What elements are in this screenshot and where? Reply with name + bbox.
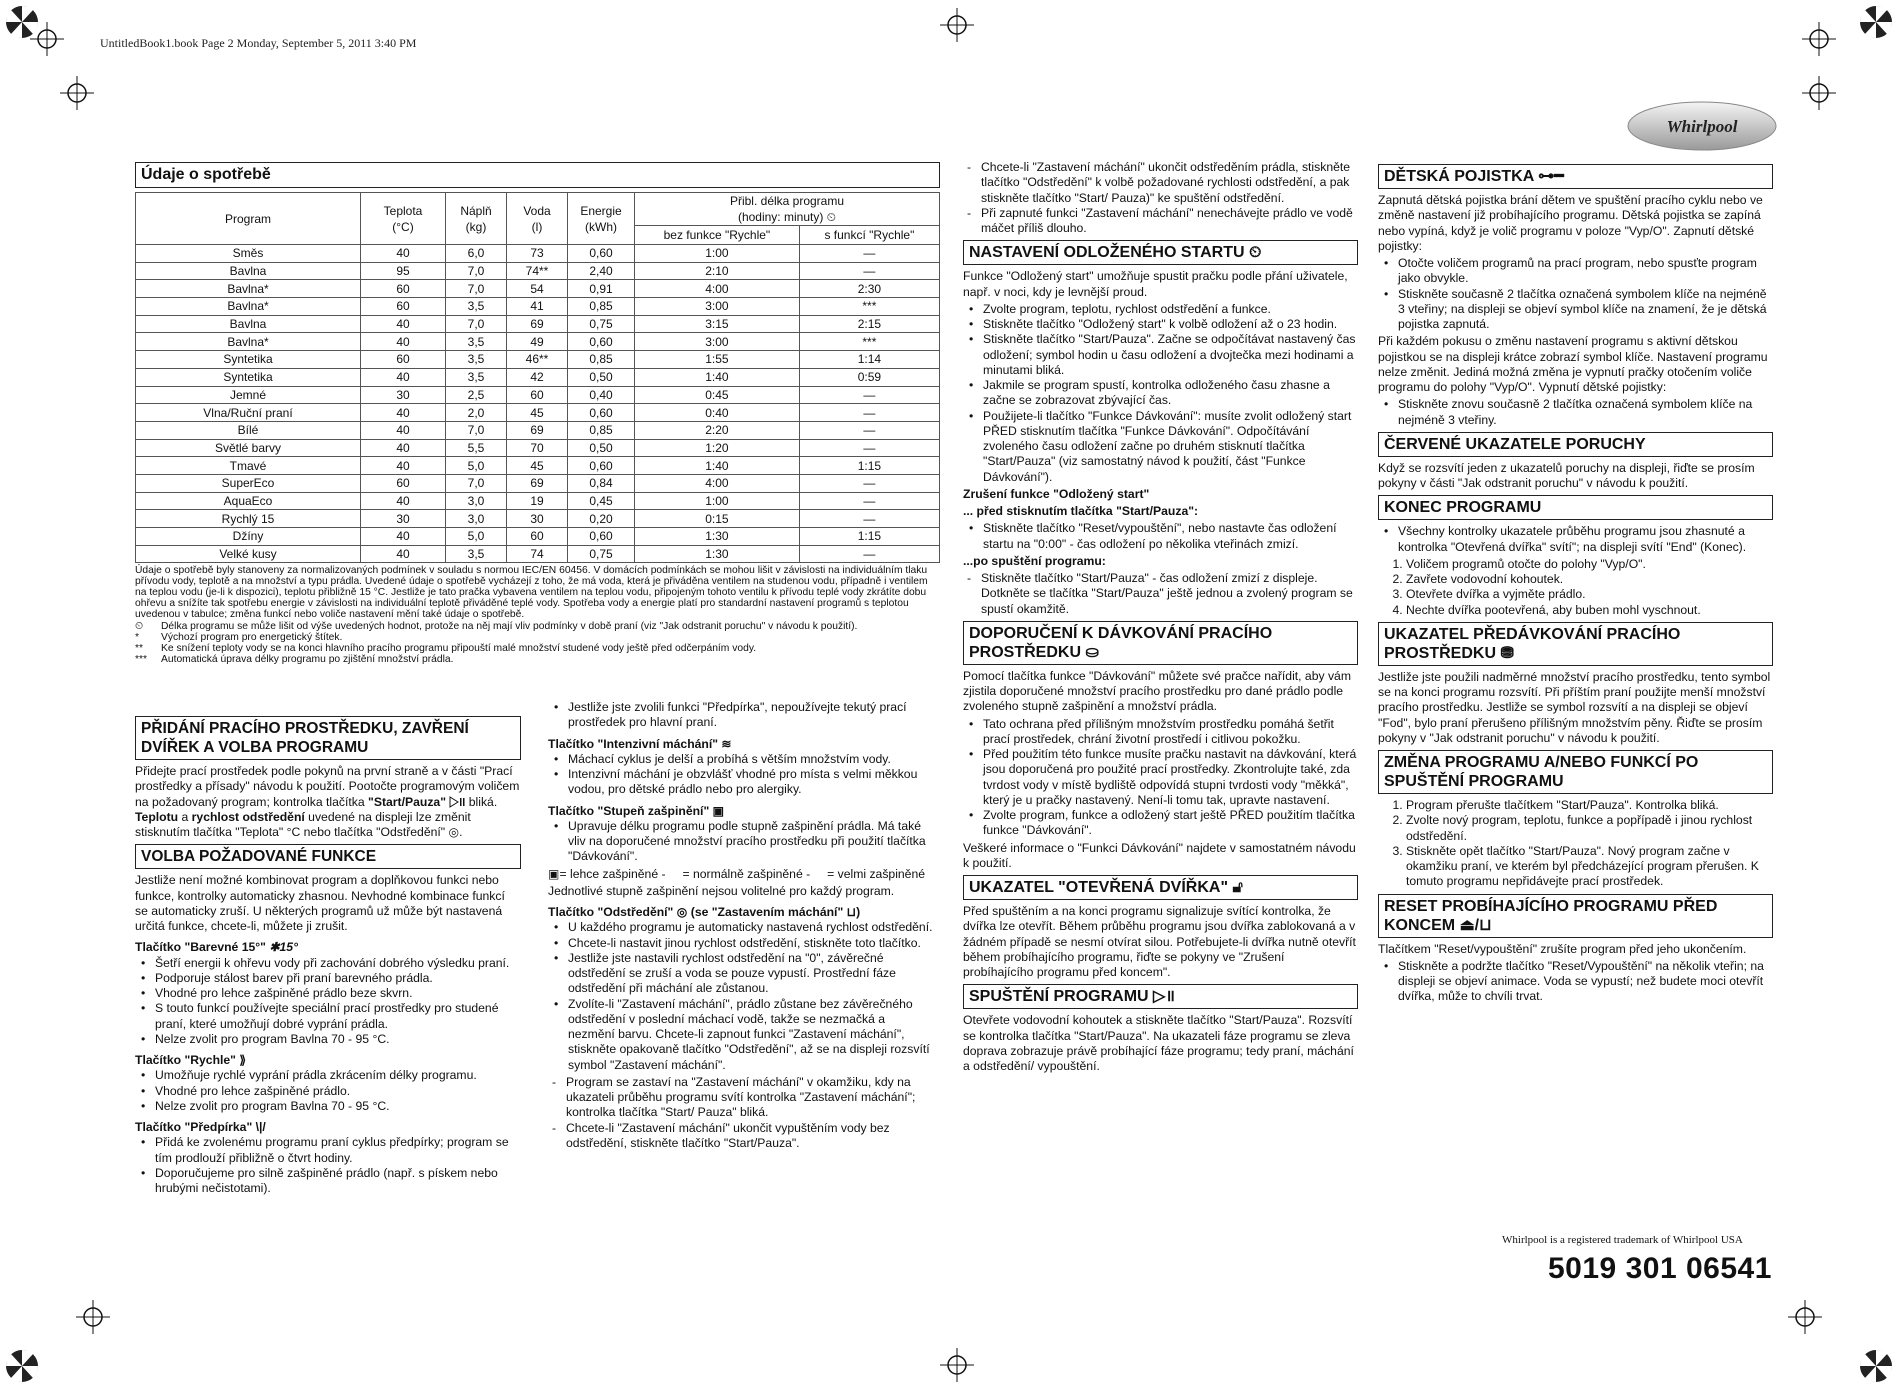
list-item: • Upravuje délku programu podle stupně zašpinění prádla. Má také vliv na doporučené množství pracího prostředku při použití tlačítka "Dávkování". <box>568 819 934 865</box>
table-cell: 4:00 <box>635 280 800 298</box>
list-item: • Vhodné pro lehce zašpiněné prádlo. <box>155 1084 521 1099</box>
table-cell: 3,0 <box>446 492 507 510</box>
table-cell: 0,60 <box>568 333 635 351</box>
list-item: • Otočte voličem programů na prací program, nebo spusťte program jako obvykle. <box>1398 256 1773 287</box>
th-program: Program <box>224 211 271 226</box>
subheading: Zrušení funkce "Odložený start" <box>963 486 1150 501</box>
table-cell: 0,60 <box>568 245 635 263</box>
table-cell: Tmavé <box>136 457 361 475</box>
section-text: Veškeré informace o "Funkci Dávkování" najdete v samostatném návodu k použití. <box>963 840 1356 870</box>
table-row <box>136 474 940 492</box>
list-item: • Použijete-li tlačítko "Funkce Dávkování": musíte zvolit odložený start PŘED stisknutím tlačítka "Funkce Dávkování". Odpočítávání zvoleného času odložení začne po druhém stisknutí tlačítka "Start/Pauza" (viz samostatný návod k použití, část "Funkce Dávkování"). <box>983 409 1358 485</box>
table-cell: 74 <box>507 545 568 563</box>
table-cell: Bavlna* <box>136 333 361 351</box>
section-title-start-program: SPUŠTĚNÍ PROGRAMU ▷॥ <box>963 984 1358 1009</box>
table-cell: 0,50 <box>568 439 635 457</box>
list-item: • Doporučujeme pro silně zašpiněné prádlo (např. s pískem nebo hrubými nečistotami). <box>155 1166 521 1197</box>
section-title-dosage: DOPORUČENÍ K DÁVKOVÁNÍ PRACÍHO PROSTŘEDKU ⛀ <box>963 621 1358 665</box>
list-item: - Chcete-li "Zastavení máchání" ukončit odstředěním prádla, stiskněte tlačítko "Odstředění" k volbě požadované rychlosti odstředění, a pak stiskněte tlačítko "Start/ Pauza)" ke spuštění odstředění. <box>981 160 1358 206</box>
list-item: 1. Program přerušte tlačítkem "Start/Pauza". Kontrolka bliká. <box>1406 798 1773 813</box>
legend-item: *** Automatická úprava délky programu po zjištění množství prádla. <box>135 654 454 666</box>
table-cell: 3:15 <box>635 315 800 333</box>
table-cell: 1:40 <box>635 368 800 386</box>
table-cell: 54 <box>507 280 568 298</box>
th-duration-unit: (hodiny: minuty) <box>737 210 824 224</box>
table-row <box>136 528 940 546</box>
table-cell: 41 <box>507 298 568 316</box>
table-cell: 2:10 <box>635 262 800 280</box>
table-cell: 0,60 <box>568 404 635 422</box>
list-item: • Jestliže jste nastavili rychlost odstředění na "0", závěrečné odstředění se zruší a voda se pouze vypustí. Prostřední fáze odstředění při máchání ale zůstanou. <box>568 951 934 997</box>
table-cell: 40 <box>361 368 446 386</box>
consumption-table-section <box>135 162 940 665</box>
table-cell: 69 <box>507 421 568 439</box>
column-4 <box>963 160 1358 1076</box>
table-cell: 0,75 <box>568 545 635 563</box>
table-row <box>136 333 940 351</box>
table-cell: 1:14 <box>799 351 939 369</box>
section-title-change-program: ZMĚNA PROGRAMU A/NEBO FUNKCÍ PO SPUŠTĚNÍ PROGRAMU <box>1378 750 1773 794</box>
legend-item: ** Ke snížení teploty vody se na konci hlavního pracího programu připouští malé množství studené vody ještě před odčerpáním vody. <box>135 643 757 655</box>
registration-pie-icon <box>4 4 40 40</box>
section-text: Pomocí tlačítka funkce "Dávkování" můžete své pračce nařídit, aby vám zjistila doporučené množství pracího prostředku pro dané prádlo podle zvoleného stupně zašpinění a množství prádla. <box>963 668 1351 714</box>
th-with-quick: s funkcí "Rychle" <box>799 226 939 245</box>
crosshair-icon <box>940 1348 974 1382</box>
table-cell: 2,5 <box>446 386 507 404</box>
button-heading: Tlačítko "Předpírka" \|/ <box>135 1120 266 1134</box>
legend-item: * Výchozí program pro energetický štítek. <box>135 632 343 644</box>
table-cell: 40 <box>361 545 446 563</box>
section-title-delay-start: NASTAVENÍ ODLOŽENÉHO STARTU ⏲ <box>963 240 1358 265</box>
registration-pie-icon <box>1858 4 1894 40</box>
table-cell: 2,40 <box>568 262 635 280</box>
table-cell: 1:15 <box>799 457 939 475</box>
table-cell: 30 <box>507 510 568 528</box>
list-item: • Stiskněte současně 2 tlačítka označená symbolem klíče na nejméně 3 vteřiny; na displeji se objeví symbol klíče na znamení, že je dětská pojistka zapnutá. <box>1398 287 1773 333</box>
table-cell: 69 <box>507 474 568 492</box>
section-text: Otevřete vodovodní kohoutek a stiskněte tlačítko "Start/Pauza". Rozsvítí se kontrolka tlačítka "Start/Pauza". Na ukazateli fáze programu se zleva doprava zobrazuje právě probíhající fáze programu; tedy praní, máchání a odstředění/ vypouštění. <box>963 1013 1354 1073</box>
table-cell: 1:40 <box>635 457 800 475</box>
table-row <box>136 404 940 422</box>
section-title-fault-indicators: ČERVENÉ UKAZATELE PORUCHY <box>1378 432 1773 457</box>
section-title-reset: RESET PROBÍHAJÍCÍHO PROGRAMU PŘED KONCEM ⏏/⊔ <box>1378 894 1773 938</box>
clock-icon: ⏲ <box>826 210 837 224</box>
table-row <box>136 545 940 563</box>
list-item: 2. Zvolte nový program, teplotu, funkce a popřípadě i jinou rychlost odstředění. <box>1406 813 1773 844</box>
rinse-hold-icon: ⊔ <box>846 905 857 919</box>
table-cell: — <box>799 245 939 263</box>
list-item: • Podporuje stálost barev při praní barevného prádla. <box>155 971 521 986</box>
table-cell: 1:00 <box>635 492 800 510</box>
table-cell: Džíny <box>136 528 361 546</box>
table-row <box>136 351 940 369</box>
crosshair-icon <box>1802 76 1836 110</box>
section-title-child-lock: DĚTSKÁ POJISTKA ⊶━ <box>1378 164 1773 189</box>
crosshair-icon <box>60 76 94 110</box>
crosshair-icon <box>940 8 974 42</box>
list-item: - Stiskněte tlačítko "Start/Pauza" - čas odložení zmizí z displeje. Dotkněte se tlačítka "Start/Pauza" ještě jednou a zvolený program se spustí okamžitě. <box>981 571 1358 617</box>
table-cell: — <box>799 262 939 280</box>
padlock-open-icon: 🔓︎ <box>1232 879 1243 896</box>
section-text: Když se rozsvítí jeden z ukazatelů poruchy na displeji, řiďte se prosím pokyny v části "Jak odstranit poruchu" v návodu k použití. <box>1378 460 1755 490</box>
table-cell: Světlé barvy <box>136 439 361 457</box>
table-cell: — <box>799 386 939 404</box>
table-cell: Syntetika <box>136 351 361 369</box>
quick-icon: ⟫ <box>239 1053 247 1067</box>
section-title-door-open: UKAZATEL "OTEVŘENÁ DVÍŘKA" 🔓︎ <box>963 875 1358 900</box>
table-cell: 0,91 <box>568 280 635 298</box>
th-energy: Energie <box>580 203 622 218</box>
registration-pie-icon <box>4 1348 40 1384</box>
subheading: ...po spuštění programu: <box>963 553 1106 568</box>
button-heading: Tlačítko "Rychle" ⟫ <box>135 1053 247 1067</box>
subheading: ... před stisknutím tlačítka "Start/Pauza": <box>963 504 1199 518</box>
table-cell: 1:30 <box>635 545 800 563</box>
table-cell: 0,75 <box>568 315 635 333</box>
table-cell: 30 <box>361 510 446 528</box>
table-note: Údaje o spotřebě byly stanoveny za normalizovaných podmínek v souladu s normou IEC/EN 60456. V domácích podmínkách se mohou lišit v závislosti na individuálním tlaku přívodu vody, teplotě a na množství a typu prádla. Uvedené údaje o spotřebě vycházejí z toho, že má voda, která je přiváděna ventilem na studenou vodu, případně i ventilem na teplou vodu (je-li k dispozici), teplotu přibližně 15 °C. Jestliže je tato pračka vybavena ventilem na teplou vodu, připojeným tohoto ventilu k přívodu teplé vody zkrátíte dobu ohřevu a snížíte tak spotřebu energie v závislosti na individuální teplotě přiváděné teplé vody. Spotřeba vody a energie platí pro standardní nastavení programů s teplotou uvedenou v tabulce; změna funkcí nebo voliče nastavení mění také údaje o spotřebě. <box>135 565 928 621</box>
list-item: • Zvolte program, funkce a odložený start ještě PŘED použitím tlačítka funkce "Dávkování". <box>983 808 1358 839</box>
list-item: • Stiskněte tlačítko "Start/Pauza". Začne se odpočítávat nastavený čas odložení; symbol hodin u času odložení a dvojtečka mezi hodinami a minutami bliká. <box>983 332 1358 378</box>
table-cell: 3,5 <box>446 351 507 369</box>
section-text: Jestliže jste použili nadměrné množství pracího prostředku, tento symbol se na konci programu rozsvítí. Při příštím praní použijte menší množství pracího prostředku. Jestliže se symbol rozsvítí a na displeji se objeví "Fod", bylo praní přerušeno přílišným množstvím pěny. Řiďte se prosím pokyny v "Jak odstranit poruchu" v návodu k použití. <box>1378 669 1771 745</box>
prewash-icon: \|/ <box>255 1120 266 1134</box>
list-item: • Intenzivní máchání je obzvlášť vhodné pro místa s velmi měkkou vodou, pro dětské prádlo nebo pro alergiky. <box>568 767 934 798</box>
section-text: Při každém pokusu o změnu nastavení programu s aktivní dětskou pojistkou se na displeji krátce zobrazí symbol klíče. Nastavení programu nelze změnit. Jediná možná změna je vypnutí pračky otočením voliče programu do polohy "Vyp/O". Vypnutí dětské pojistky: <box>1378 334 1768 394</box>
start-pause-icon <box>449 796 465 808</box>
list-item: - Program se zastaví na "Zastavení máchání" v okamžiku, kdy na ukazateli průběhu programu svítí kontrolka "Zastavení máchání"; kontrolka tlačítka "Start/ Pauza" bliká. <box>566 1075 934 1121</box>
table-cell: 1:20 <box>635 439 800 457</box>
table-cell: 3,0 <box>446 510 507 528</box>
table-cell: 0,84 <box>568 474 635 492</box>
table-cell: Jemné <box>136 386 361 404</box>
list-item: • Stiskněte a podržte tlačítko "Reset/Vypouštění" na několik vteřin; na displeji se objeví animace. Voda se vypustí; než budete moci otevřít dvířka, může to chvíli trvat. <box>1398 959 1773 1005</box>
list-item: • Nelze zvolit pro program Bavlna 70 - 95 °C. <box>155 1032 521 1047</box>
table-cell: 0,60 <box>568 457 635 475</box>
list-item: 3. Otevřete dvířka a vyjměte prádlo. <box>1406 587 1773 602</box>
table-cell: 7,0 <box>446 315 507 333</box>
table-cell: — <box>799 545 939 563</box>
table-cell: Bavlna <box>136 315 361 333</box>
table-cell: — <box>799 510 939 528</box>
table-cell: 7,0 <box>446 280 507 298</box>
table-cell: 5,5 <box>446 439 507 457</box>
th-energy-unit: (kWh) <box>585 219 617 234</box>
list-item: • Vhodné pro lehce zašpiněné prádlo beze skvrn. <box>155 986 521 1001</box>
th-temp-unit: (°C) <box>392 219 414 234</box>
table-cell: 40 <box>361 333 446 351</box>
list-item: • Zvolíte-li "Zastavení máchání", prádlo zůstane bez závěrečného odstředění v poslední máchací vodě, takže se nezmačká a nezmění barvu. Chcete-li zapnout funkci "Zastavení máchání", stiskněte opakovaně tlačítko "Odstředění", až se na displeji rozsvítí symbol "Zastavení máchání". <box>568 997 934 1073</box>
reset-drain-icon: ⏏/⊔ <box>1459 916 1492 934</box>
table-cell: 19 <box>507 492 568 510</box>
list-item: • Zvolte program, teplotu, rychlost odstředění a funkce. <box>983 302 1358 317</box>
table-cell: 3:00 <box>635 333 800 351</box>
table-cell: — <box>799 421 939 439</box>
section-text: Přidejte prací prostředek podle pokynů na první straně a v části "Prací prostředky a přísady" návodu k použití. Pootočte programovým voličem na požadovaný program; kontrolka tlačítka "Start/Pauza" bliká. Teplotu a rychlost odstředění uvedené na displeji lze změnit stisknutím tlačítka "Teplota" °C nebo tlačítka "Odstředění" ◎. <box>135 764 520 839</box>
table-cell: 7,0 <box>446 421 507 439</box>
table-cell: 69 <box>507 315 568 333</box>
table-row <box>136 245 940 263</box>
table-cell: 45 <box>507 457 568 475</box>
list-item: • Před použitím této funkce musíte pračku nastavit na dávkování, která jsou doporučená pro použité prací prostředky. Zkontrolujte také, zda tvrdost vody v místě bydliště odpovídá stupni tvrdosti vody "měkká", který je u pračky nastavený. Není-li tomu tak, upravte nastavení. <box>983 747 1358 808</box>
table-cell: 0,85 <box>568 298 635 316</box>
registration-pie-icon <box>1858 1348 1894 1384</box>
table-cell: 6,0 <box>446 245 507 263</box>
table-row <box>136 421 940 439</box>
table-title: Údaje o spotřebě <box>135 162 940 188</box>
th-temp: Teplota <box>383 203 423 218</box>
table-cell: 74** <box>507 262 568 280</box>
list-item: - Chcete-li "Zastavení máchání" ukončit vypuštěním vody bez odstředění, stiskněte tlačítko "Start/Pauza". <box>566 1121 934 1152</box>
table-cell: 40 <box>361 492 446 510</box>
section-title-functions: VOLBA POŽADOVANÉ FUNKCE <box>135 844 521 869</box>
table-row <box>136 386 940 404</box>
table-cell: Vlna/Ruční praní <box>136 404 361 422</box>
page-header: UntitledBook1.book Page 2 Monday, September 5, 2011 3:40 PM <box>100 36 417 50</box>
th-load: Náplň <box>460 203 492 218</box>
table-cell: Bílé <box>136 421 361 439</box>
table-cell: 60 <box>361 280 446 298</box>
table-cell: 3,5 <box>446 298 507 316</box>
table-cell: 4:00 <box>635 474 800 492</box>
th-without-quick: bez funkce "Rychle" <box>635 226 800 245</box>
svg-text:Whirlpool: Whirlpool <box>1666 117 1738 136</box>
start-pause-icon: ▷॥ <box>1153 988 1175 1006</box>
section-text: Zapnutá dětská pojistka brání dětem ve spuštění pracího cyklu nebo ve změně nastavení již probíhajícího programu. Dětská pojistka se zapíná nebo vypíná, když je volič programu v poloze "Vyp/O". Zapnutí dětské pojistky: <box>1378 193 1763 253</box>
table-cell: AquaEco <box>136 492 361 510</box>
th-load-unit: (kg) <box>465 219 487 234</box>
table-cell: *** <box>799 298 939 316</box>
table-cell: 30 <box>361 386 446 404</box>
table-cell: 95 <box>361 262 446 280</box>
list-item: • Umožňuje rychlé vyprání prádla zkrácením délky programu. <box>155 1068 521 1083</box>
table-notes <box>135 565 940 665</box>
column-5 <box>1378 160 1773 1007</box>
temperature-icon: °C <box>286 825 301 839</box>
list-item: • Šetří energii k ohřevu vody při zachování dobrého výsledku praní. <box>155 956 521 971</box>
soil-note: Jednotlivé stupně zašpinění nejsou volitelné pro každý program. <box>548 883 895 898</box>
soil-level-icon: ▣ <box>712 803 725 818</box>
th-duration: Přibl. délka programu <box>729 194 845 208</box>
list-item: • Jakmile se program spustí, kontrolka odloženého času zhasne a začne se zobrazovat zbývající čas. <box>983 378 1358 409</box>
table-row <box>136 298 940 316</box>
soil-levels: ▣= lehce zašpiněné - = normálně zašpiněné - = velmi zašpiněné <box>548 866 926 881</box>
table-cell: *** <box>799 333 939 351</box>
list-item: • Nelze zvolit pro program Bavlna 70 - 95 °C. <box>155 1099 521 1114</box>
section-text: Funkce "Odložený start" umožňuje spustit pračku podle přání uživatele, např. v noci, kdy je levnější proud. <box>963 269 1348 299</box>
section-title-overdosing: UKAZATEL PŘEDÁVKOVÁNÍ PRACÍHO PROSTŘEDKU ⛃ <box>1378 622 1773 666</box>
section-title-end-program: KONEC PROGRAMU <box>1378 495 1773 520</box>
table-row <box>136 262 940 280</box>
table-cell: 3,5 <box>446 545 507 563</box>
list-item: • Jestliže jste zvolili funkci "Předpírka", nepoužívejte tekutý prací prostředek pro hlavní praní. <box>568 700 934 731</box>
table-cell: Rychlý 15 <box>136 510 361 528</box>
spin-icon: ◎ <box>448 825 460 839</box>
list-item: • Stiskněte znovu současně 2 tlačítka označená symbolem klíče na nejméně 3 vteřiny. <box>1398 397 1773 428</box>
table-cell: Velké kusy <box>136 545 361 563</box>
section-text: Tlačítkem "Reset/vypouštění" zrušíte program před jeho ukončením. <box>1378 941 1747 956</box>
list-item: • Chcete-li nastavit jinou rychlost odstředění, stiskněte toto tlačítko. <box>568 936 934 951</box>
table-cell: — <box>799 404 939 422</box>
table-cell: Bavlna <box>136 262 361 280</box>
table-cell: 0,60 <box>568 528 635 546</box>
dosage-icon: ⛀ <box>1085 643 1099 661</box>
column-3 <box>548 700 934 1153</box>
table-cell: 7,0 <box>446 474 507 492</box>
spin-icon: ◎ <box>676 905 688 919</box>
table-cell: 0,50 <box>568 368 635 386</box>
table-row <box>136 510 940 528</box>
table-cell: Bavlna* <box>136 280 361 298</box>
table-row <box>136 368 940 386</box>
list-item: • S touto funkcí používejte speciální prací prostředky pro studené praní, které umožňují dobré vyprání prádla. <box>155 1001 521 1032</box>
table-row <box>136 280 940 298</box>
consumption-table <box>135 192 940 563</box>
table-cell: SuperEco <box>136 474 361 492</box>
table-cell: 5,0 <box>446 457 507 475</box>
table-cell: — <box>799 474 939 492</box>
table-cell: 0:45 <box>635 386 800 404</box>
table-cell: 60 <box>361 474 446 492</box>
colours-15-icon: ✱15° <box>269 940 298 955</box>
trademark-text: Whirlpool is a registered trademark of Whirlpool USA <box>1502 1234 1743 1246</box>
table-cell: 0,20 <box>568 510 635 528</box>
overdosing-icon: ⛃ <box>1500 644 1514 662</box>
table-cell: 1:30 <box>635 528 800 546</box>
table-row <box>136 492 940 510</box>
section-text: Jestliže není možné kombinovat program a doplňkovou funkci nebo funkce, kontrolky automaticky zhasnou. Nevhodné kombinace funkcí se automaticky zruší. U některých programů už může být nastavená určitá funkce, chcete-li, můžete ji zrušit. <box>135 873 505 933</box>
column-2 <box>135 712 521 1198</box>
table-cell: 60 <box>361 298 446 316</box>
table-cell: 40 <box>361 457 446 475</box>
list-item: 3. Stiskněte opět tlačítko "Start/Pauza". Nový program začne v okamžiku praní, ve kterém byl předcházející program přerušen. K tomuto programu nepřidávejte prací prostředek. <box>1406 844 1773 890</box>
table-cell: 1:15 <box>799 528 939 546</box>
list-item: • Všechny kontrolky ukazatele průběhu programu jsou zhasnuté a kontrolka "Otevřená dvířka" svítí"; na displeji svítí "End" (Konec). <box>1398 524 1773 555</box>
part-number: 5019 301 06541 <box>1548 1252 1772 1285</box>
table-cell: — <box>799 439 939 457</box>
list-item: • Stiskněte tlačítko "Odložený start" k volbě odložení až o 23 hodin. <box>983 317 1358 332</box>
table-cell: 0,85 <box>568 351 635 369</box>
list-item: • Máchací cyklus je delší a probíhá s větším množstvím vody. <box>568 752 934 767</box>
legend-item: ⏲ Délka programu se může lišit od výše uvedených hodnot, protože na něj mají vliv podmínky v době praní (viz "Jak odstranit poruchu" v návodu k použití). <box>135 621 858 633</box>
table-row <box>136 439 940 457</box>
whirlpool-logo <box>1622 98 1782 162</box>
button-heading: Tlačítko "Barevné 15°" ✱15° <box>135 940 298 955</box>
table-cell: 40 <box>361 528 446 546</box>
table-cell: 7,0 <box>446 262 507 280</box>
list-item: • Přidá ke zvolenému programu praní cyklus předpírky; program se tím prodlouží přibližně o čtvrt hodiny. <box>155 1135 521 1166</box>
table-cell: 70 <box>507 439 568 457</box>
section-text: Před spuštěním a na konci programu signalizuje svítící kontrolka, že dvířka lze otevřít. Během průběhu programu jsou dvířka zablokovaná a v žádném případě se nesmí otvírat silou. Potřebujete-li dvířka nutně otevřít během probíhajícího programu, řiďte se pokyny ve "Zrušení probíhajícího programu před koncem". <box>963 904 1356 979</box>
list-item: • U každého programu je automaticky nastavená rychlost odstředění. <box>568 920 934 935</box>
table-cell: 60 <box>361 351 446 369</box>
table-cell: 2,0 <box>446 404 507 422</box>
list-item: • Tato ochrana před přílišným množstvím prostředku pomáhá šetřit prací prostředek, chrání životní prostředí i citlivou pokožku. <box>983 717 1358 748</box>
table-cell: 40 <box>361 439 446 457</box>
list-item: • Stiskněte tlačítko "Reset/vypouštění", nebo nastavte čas odložení startu na "0:00" - čas odložení po několika vteřinách zmizí. <box>983 521 1358 552</box>
table-cell: 60 <box>507 386 568 404</box>
table-cell: — <box>799 492 939 510</box>
table-cell: 42 <box>507 368 568 386</box>
table-cell: 60 <box>507 528 568 546</box>
table-cell: 0:15 <box>635 510 800 528</box>
crosshair-icon <box>1788 1300 1822 1334</box>
table-cell: 0,85 <box>568 421 635 439</box>
table-cell: Syntetika <box>136 368 361 386</box>
table-cell: 3:00 <box>635 298 800 316</box>
table-cell: 2:20 <box>635 421 800 439</box>
intensive-rinse-icon: ≋ <box>721 736 732 751</box>
list-item: 2. Zavřete vodovodní kohoutek. <box>1406 572 1773 587</box>
list-item: - Při zapnuté funkci "Zastavení máchání" nenechávejte prádlo ve vodě máčet příliš dlouho. <box>981 206 1358 237</box>
button-heading: Tlačítko "Intenzivní máchání" ≋ <box>548 736 732 751</box>
table-cell: 1:55 <box>635 351 800 369</box>
table-cell: 73 <box>507 245 568 263</box>
button-heading: Tlačítko "Stupeň zašpinění" ▣ <box>548 803 725 818</box>
list-item: 1. Voličem programů otočte do polohy "Vyp/O". <box>1406 557 1773 572</box>
table-cell: 40 <box>361 421 446 439</box>
table-cell: 49 <box>507 333 568 351</box>
button-heading: Tlačítko "Odstředění" ◎ (se "Zastavením máchání" ⊔) <box>548 905 861 919</box>
section-title-add-detergent: PŘIDÁNÍ PRACÍHO PROSTŘEDKU, ZAVŘENÍ DVÍŘEK A VOLBA PROGRAMU <box>135 716 521 760</box>
table-cell: Směs <box>136 245 361 263</box>
table-row <box>136 457 940 475</box>
table-cell: 2:30 <box>799 280 939 298</box>
crosshair-icon <box>1802 22 1836 56</box>
key-icon: ⊶━ <box>1538 168 1564 185</box>
table-row <box>136 315 940 333</box>
th-water-unit: (l) <box>531 219 543 234</box>
table-cell: 1:00 <box>635 245 800 263</box>
table-cell: 0,45 <box>568 492 635 510</box>
table-cell: 46** <box>507 351 568 369</box>
delay-start-icon: ⏲ <box>1249 244 1262 262</box>
table-cell: 5,0 <box>446 528 507 546</box>
table-cell: Bavlna* <box>136 298 361 316</box>
th-water: Voda <box>523 203 551 218</box>
list-item: 4. Nechte dvířka pootevřená, aby buben mohl vyschnout. <box>1406 603 1773 618</box>
table-cell: 0,40 <box>568 386 635 404</box>
table-cell: 3,5 <box>446 368 507 386</box>
table-cell: 3,5 <box>446 333 507 351</box>
soil-level-icon: ▣ <box>548 866 560 881</box>
table-cell: 0:59 <box>799 368 939 386</box>
table-cell: 0:40 <box>635 404 800 422</box>
table-cell: 40 <box>361 315 446 333</box>
table-cell: 40 <box>361 245 446 263</box>
crosshair-icon <box>76 1300 110 1334</box>
table-cell: 40 <box>361 404 446 422</box>
table-cell: 45 <box>507 404 568 422</box>
table-cell: 2:15 <box>799 315 939 333</box>
